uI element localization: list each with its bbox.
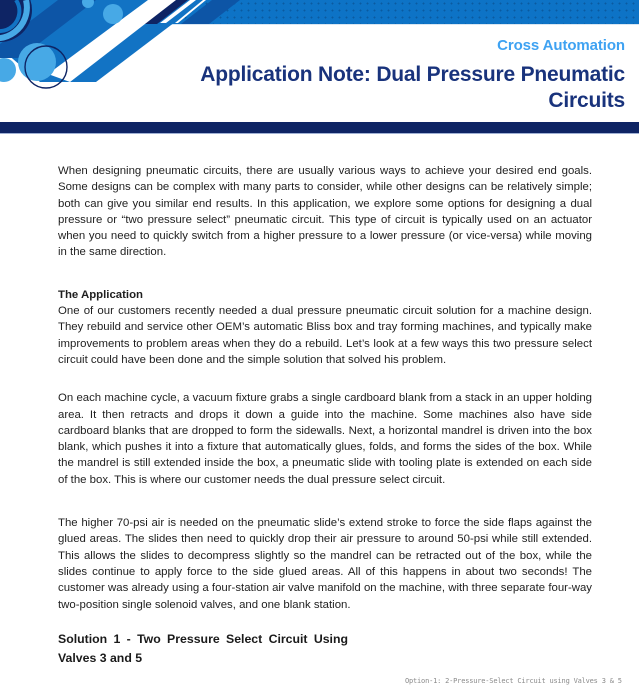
page-title-line2: Circuits (548, 89, 625, 112)
brand-name: Cross Automation (497, 37, 625, 54)
article-body (58, 163, 592, 668)
machine-cycle-paragraph: On each machine cycle, a vacuum fixture grabs a single cardboard blank from a stack in an upper holding area. It then retracts and drops it down a guide into the machine. Some machines also have side cardboard blanks that are dropped to form the sidewalls. Next, a horizontal mandrel is driven into the box blank, which pushes it into a fixture that automatically glues, folds, and forms the sides of the box. While the mandrel is still extended inside the box, a pneumatic slide with tooling plate is extended on each side of the box. This is where our customer needs the dual pressure select circuit. (58, 392, 592, 486)
application-section-heading: The Application (58, 288, 144, 301)
solution1-heading-line2: Valves 3 and 5 (58, 650, 143, 665)
pressure-paragraph: The higher 70-psi air is needed on the pneumatic slide’s extend stroke to force the side flaps against the glued areas. The slides then need to quickly drop their air pressure to around 50-psi while still extended. This allows the slides to decompress slightly so the mandrel can be retracted out of the box, while the slides continue to apply force to the side glued areas. All of this happens in about two seconds! The customer was already using a four-station air valve manifold on the machine, with three separate four-way two-position single solenoid valves, and one blank station. (58, 517, 592, 611)
solution1-heading (58, 630, 348, 668)
intro-paragraph: When designing pneumatic circuits, there are usually various ways to achieve your desired end goals. Some designs can be complex with many parts to consider, while other designs can be relatively simple; both can give you similar end results. In this application, we explore some options for designing a dual pressure or “two pressure select” pneumatic circuit. This type of circuit is typically used on an actuator when you need to quickly switch from a higher pressure to a lower pressure (or vice-versa) while moving in the same direction. (58, 165, 592, 259)
solution1-heading-line1: Solution 1 - Two Pressure Select Circuit Using (58, 631, 348, 646)
page-title-line1: Application Note: Dual Pressure Pneumatic (200, 63, 625, 86)
application-paragraph: One of our customers recently needed a dual pressure pneumatic circuit solution for a machine design. They rebuild and service other OEM’s automatic Bliss box and tray forming machines, and typically make improvements to problem areas when they do a rebuild. Let’s look at a few ways this two pressure select circuit could have been done and the simple solution that solved his problem. (58, 305, 592, 366)
header-divider-bar (0, 122, 639, 133)
figure-caption: Option-1: 2-Pressure-Select Circuit using Valves 3 & 5 (405, 677, 622, 685)
page-title (65, 62, 625, 114)
